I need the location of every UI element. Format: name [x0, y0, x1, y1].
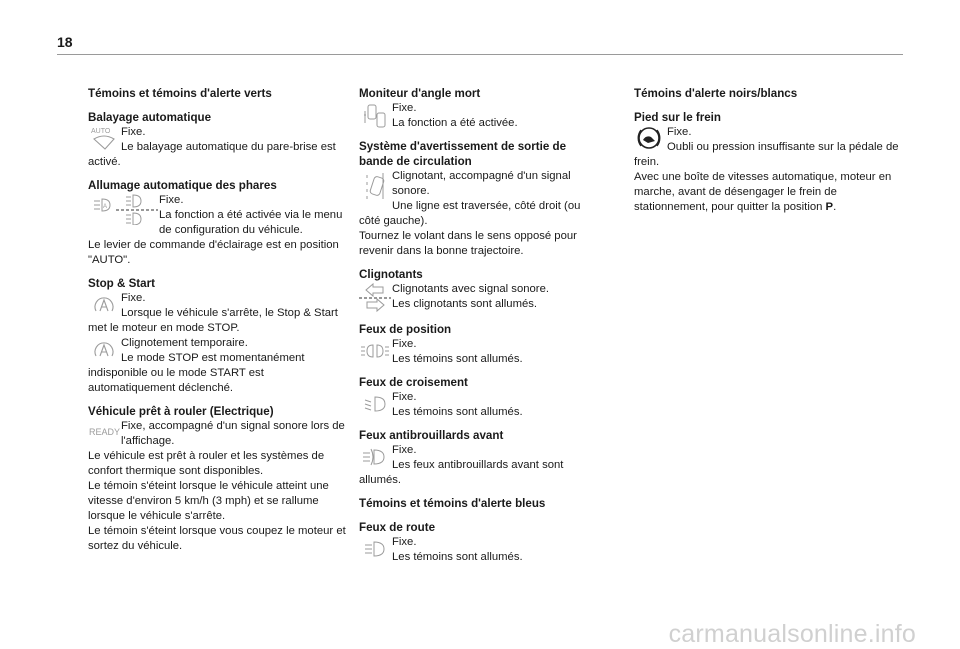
- item-text-ready: Fixe, accompagné d'un signal sonore lors de l'affichage. Le véhicule est prêt à rouler et les systèmes de confort thermique sont disponibles. Le témoin s'éteint lorsque le véhicule atteint une vitesse d'environ 5 km/h (3 mph) et se rallume lorsque le véhicule s'arrête. Le témoin s'éteint lorsque vous coupez le moteur et sortez du véhicule.: [88, 420, 346, 552]
- entry-auto-headlights: [88, 193, 350, 268]
- section-title-black-white: Témoins d'alerte noirs/blancs: [634, 87, 798, 100]
- auto-wipe-icon-label: AUTO: [91, 128, 111, 135]
- entry-main-beam: [359, 535, 599, 565]
- dipped-beam-icon: [359, 390, 391, 420]
- item-title-ready: Véhicule prêt à rouler (Electrique): [88, 405, 274, 418]
- header-divider: [57, 54, 903, 55]
- item-text-stop-start: Fixe. Lorsque le véhicule s'arrête, le Stop & Start met le moteur en mode STOP.: [88, 292, 338, 334]
- item-title-turn-signals: Clignotants: [359, 268, 423, 281]
- entry-dipped-beam: [359, 390, 599, 420]
- entry-lane-departure: [359, 169, 599, 259]
- item-title-stop-start: Stop & Start: [88, 277, 155, 290]
- item-text-position-lights: Fixe. Les témoins sont allumés.: [392, 338, 523, 365]
- blind-spot-icon: [359, 101, 391, 131]
- stop-start-blink-icon: [88, 336, 120, 366]
- front-fog-icon: [359, 443, 391, 473]
- entry-blind-spot: [359, 101, 599, 131]
- item-text-foot-on-brake: [634, 125, 904, 215]
- stop-start-icon: [88, 291, 120, 321]
- entry-foot-on-brake: [634, 125, 904, 215]
- entry-turn-signals: [359, 282, 599, 314]
- item-text-auto-headlights: Fixe. La fonction a été activée via le menu de configuration du véhicule. Le levier de commande d'éclairage est en position "AUTO".: [88, 194, 343, 266]
- item-text-main-beam: Fixe. Les témoins sont allumés.: [392, 536, 523, 563]
- item-text-foot-on-brake-end: .: [833, 201, 837, 213]
- section-title-blue: Témoins et témoins d'alerte bleus: [359, 497, 546, 510]
- item-text-front-fog: Fixe. Les feux antibrouillards avant sont allumés.: [359, 444, 564, 486]
- item-text-turn-signals: Clignotants avec signal sonore. Les clignotants sont allumés.: [392, 283, 549, 310]
- ready-icon-label: READY: [89, 427, 120, 437]
- item-title-lane-departure: Système d'avertissement de sortie de bande de circulation: [359, 140, 567, 168]
- item-text-stop-start-blink: Clignotement temporaire. Le mode STOP est momentanément indisponible ou le mode START est automatiquement déclenché.: [88, 337, 305, 394]
- ready-icon: [88, 419, 120, 449]
- entry-stop-start-fixed: [88, 291, 350, 336]
- item-text-foot-on-brake-main: Fixe. Oubli ou pression insuffisante sur la pédale de frein. Avec une boîte de vitesses automatique, moteur en marche, avant de désengager le frein de stationnement, pour quitter la position: [634, 126, 899, 213]
- item-text-lane-departure: Clignotant, accompagné d'un signal sonore. Une ligne est traversée, côté droit (ou côté gauche). Tournez le volant dans le sens opposé pour revenir dans la bonne trajectoire.: [359, 170, 581, 257]
- section-title-green: Témoins et témoins d'alerte verts: [88, 87, 272, 100]
- gear-position-p: P: [825, 201, 834, 213]
- item-title-dipped-beam: Feux de croisement: [359, 376, 468, 389]
- item-title-auto-wipe: Balayage automatique: [88, 111, 212, 124]
- auto-wipe-icon: [88, 125, 120, 155]
- item-title-main-beam: Feux de route: [359, 521, 436, 534]
- item-title-foot-on-brake: Pied sur le frein: [634, 111, 721, 124]
- entry-auto-wipe: [88, 125, 350, 170]
- main-beam-icon: [359, 535, 391, 565]
- watermark: carmanualsonline.info: [668, 620, 916, 648]
- svg-text:A: A: [103, 204, 108, 210]
- item-text-auto-wipe: Fixe. Le balayage automatique du pare-brise est activé.: [88, 126, 336, 168]
- item-title-front-fog: Feux antibrouillards avant: [359, 429, 504, 442]
- foot-on-brake-icon: [634, 125, 666, 155]
- entry-position-lights: [359, 337, 599, 367]
- item-title-auto-headlights: Allumage automatique des phares: [88, 179, 277, 192]
- column-green-warnings: [88, 82, 350, 554]
- entry-ready: [88, 419, 350, 554]
- entry-stop-start-blinking: [88, 336, 350, 396]
- column-black-white-warnings: [634, 82, 904, 215]
- item-text-blind-spot: Fixe. La fonction a été activée.: [392, 102, 518, 129]
- entry-front-fog: [359, 443, 599, 488]
- turn-signal-icon: [359, 282, 391, 314]
- auto-headlight-icon: [88, 193, 158, 225]
- item-title-position-lights: Feux de position: [359, 323, 452, 336]
- lane-departure-icon: [359, 169, 391, 203]
- item-text-dipped-beam: Fixe. Les témoins sont allumés.: [392, 391, 523, 418]
- page-number: 18: [57, 34, 73, 50]
- position-lights-icon: [359, 337, 391, 367]
- item-title-blind-spot: Moniteur d'angle mort: [359, 87, 481, 100]
- column-green-warnings-cont: [359, 82, 599, 565]
